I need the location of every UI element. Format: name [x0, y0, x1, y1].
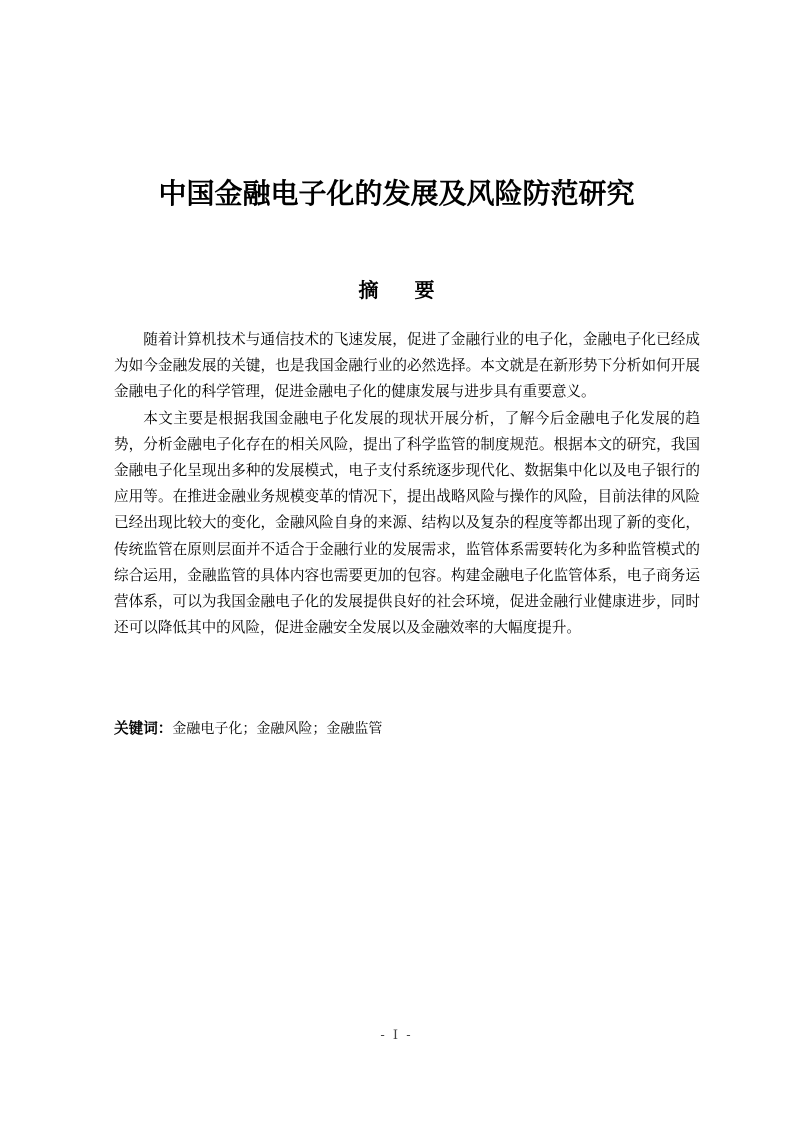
abstract-heading [0, 275, 793, 305]
keywords-line [114, 716, 700, 742]
abstract-body [114, 327, 700, 641]
keywords-label: 关键词： [114, 720, 173, 737]
keywords-values: 金融电子化；金融风险；金融监管 [172, 721, 383, 737]
document-title: 中国金融电子化的发展及风险防范研究 [158, 177, 635, 210]
page-number: - I - [380, 1028, 413, 1043]
abstract-heading-char-1: 摘 [358, 278, 379, 302]
abstract-heading-char-2: 要 [414, 278, 435, 302]
abstract-paragraph-2: 本文主要是根据我国金融电子化发展的现状开展分析，了解今后金融电子化发展的趋势，分析金融电子化存在的相关风险，提出了科学监管的制度规范。根据本文的研究，我国金融电子化呈现出多种的发展模式，电子支付系统逐步现代化、数据集中化以及电子银行的应用等。在推进金融业务规模变革的情况下，提出战略风险与操作的风险，目前法律的风险已经出现比较大的变化，金融风险自身的来源、结构以及复杂的程度等都出现了新的变化，传统监管在原则层面并不适合于金融行业的发展需求，监管体系需要转化为多种监管模式的综合运用，金融监管的具体内容也需要更加的包容。构建金融电子化监管体系，电子商务运营体系，可以为我国金融电子化的发展提供良好的社会环境，促进金融行业健康进步，同时还可以降低其中的风险，促进金融安全发展以及金融效率的大幅度提升。 [114, 409, 700, 637]
abstract-paragraph-1: 随着计算机技术与通信技术的飞速发展，促进了金融行业的电子化，金融电子化已经成为如今金融发展的关键，也是我国金融行业的必然选择。本文就是在新形势下分析如何开展金融电子化的科学管理，促进金融电子化的健康发展与进步具有重要意义。 [114, 331, 700, 401]
